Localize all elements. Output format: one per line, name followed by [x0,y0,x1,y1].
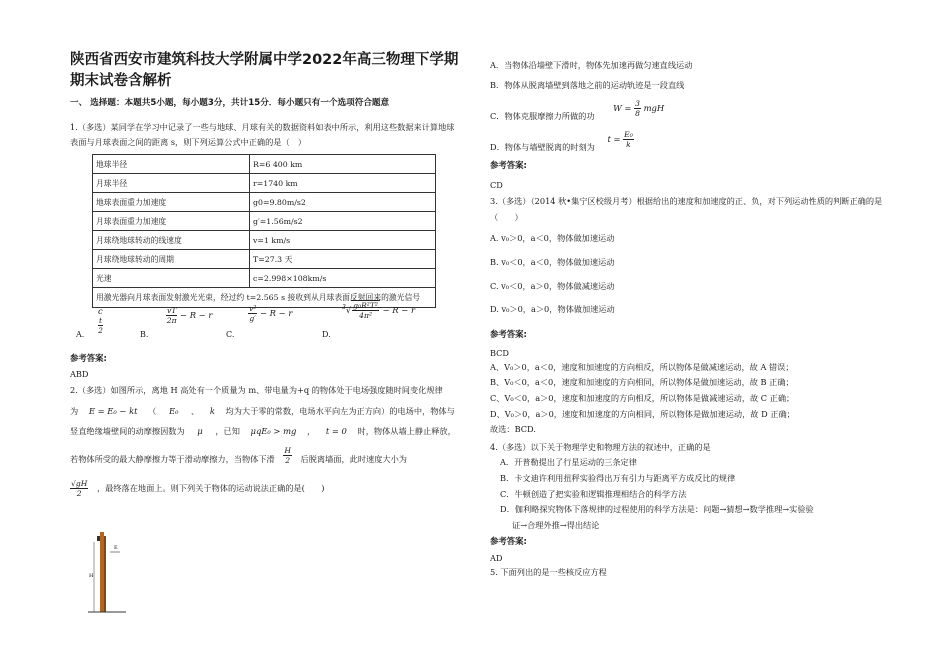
question-2-line-4: 若物体所受的最大静摩擦力等于滑动摩擦力，当物体下滑 $\frac{H}{2}$ 后脱离墙面，此时速度大小为 [70,445,407,465]
q2-option-b: B．物体从脱离墙壁到落地之前的运动轨迹是一段直线 [490,79,685,90]
answer-value: CD [490,180,503,191]
field-label: E [114,545,118,551]
q4-option-c: C．牛顿创造了把实验和逻辑推理相结合的科学方法 [500,488,687,499]
table-cell-value: R=6 400 km [250,155,436,174]
answer-label: 参考答案: [70,353,107,363]
q2-option-d: D．物体与墙壁脱离的时刻为 t = $\frac{\text{E₀}}{k}$ [490,130,633,153]
question-2-line-3: 竖直绝缘墙壁间的动摩擦因数为 μ ，已知 μqE₀ > mg ， t = 0 时，物体从墙上静止释放， [70,426,456,437]
q3-option-c: C. v₀＜0，a＞0，物体做减速运动 [490,280,615,291]
symbol-k: k [209,405,215,416]
question-3-stem: 3.（多选）（2014 秋•集宁区校级月考）根据给出的速度和加速度的正、负，对下列运动性质的判断正确的是（ ） [490,196,883,222]
field-formula: E = E₀ − kt [88,405,138,416]
wall [100,532,104,612]
table-cell-value: c=2.998×108km/s [250,269,436,288]
q4-option-d: D．伽利略探究物体下落规律的过程使用的科学方法是：问题→猜想→数学推理→实验验 [500,504,814,515]
table-row [93,231,436,250]
option-d-label: D. [322,330,331,339]
answer-value: BCD [490,347,509,358]
q3-explanation-c: C、V₀＜0，a＞0，速度和加速度的方向相反，所以物体是做减速运动，故 C 正确； [490,392,795,403]
block [97,536,100,541]
table-cell-value: r=1740 km [250,174,436,193]
height-label: H [89,573,94,579]
symbol-e0: E₀ [168,405,179,416]
table-cell-key: 光速 [93,269,250,288]
question-1-stem: 1.（多选）某同学在学习中记录了一些与地球、月球有关的数据资料如表中所示，利用这些数据来计算地球表面与月球表面之间的距离 s，则下列运算公式中正确的是（ ） [70,122,455,147]
wall-edge [104,536,106,612]
question-2-line-1: 2.（多选）如图所示，离地 H 高处有一个质量为 m、带电量为+q 的物体处于电场强度随时间变化规律 [70,385,443,395]
table-cell-laser: 用激光器向月球表面发射激光光束，经过约 t=2.565 s 接收到从月球表面反射回来的激光信号 [93,288,436,308]
option-c-formula: $\frac{\text{v²}}{g'}$ − R − r [249,304,293,323]
table-cell-key: 月球表面重力加速度 [93,212,250,231]
q3-explanation-b: B、V₀＜0，a＜0，速度和加速度的方向相同，所以物体是做加速运动，故 B 正确； [490,377,794,388]
table-row [93,155,436,174]
left-column [70,50,460,498]
table-row [93,250,436,269]
question-1-options [70,301,460,346]
symbol-mu: μ [197,426,203,437]
q3-option-a: A. v₀＞0，a＜0，物体做加速运动 [490,233,615,244]
table-cell-key: 月球绕地球转动的周期 [93,250,250,269]
right-column [490,58,890,581]
condition-formula: μqE₀ > mg [250,426,297,437]
question-5-stem: 5. 下面列出的是一些核反应方程 [490,567,607,578]
option-a-formula: c $\frac{t}{2}$ [98,306,103,335]
data-table [92,154,436,308]
table-cell-value: v=1 km/s [250,231,436,250]
q3-explanation-d: D、V₀＞0，a＞0，速度和加速度的方向相同，所以物体是做加速运动，故 D 正确； [490,408,795,419]
option-b-formula: $\frac{vT}{2\pi}$ − R − r [166,306,213,325]
velocity-formula: $\frac{√gH}{2}$ [71,478,88,498]
answer-value: AD [490,553,503,564]
answer-value: ABD [70,369,89,379]
table-cell-key: 地球半径 [93,155,250,174]
q4-option-a: A．开普勒提出了行星运动的三条定律 [500,457,637,468]
height-fraction: $\frac{H}{2}$ [284,445,291,465]
question-2-line-5: $\frac{√gH}{2}$ ，最终落在地面上。则下列关于物体的运动说法正确的是( ) [71,478,325,498]
time-formula: t = $\frac{\text{E₀}}{k}$ [607,130,633,150]
option-c-label: C. [226,330,235,339]
answer-label: 参考答案: [490,160,527,171]
table-row [93,269,436,288]
question-2-line-2: 为 E = E₀ − kt （ E₀ 、 k 均为大于零的常数，电场水平向左为正方向）的电场中，物体与 [70,405,455,416]
table-row [93,212,436,231]
page-title: 陕西省西安市建筑科技大学附属中学2022年高三物理下学期期末试卷含解析 [70,52,459,89]
q3-conclusion: 故选：BCD. [490,424,536,435]
answer-label: 参考答案: [490,328,527,339]
q4-option-d-cont: 证→合理外推→得出结论 [512,519,600,530]
option-b-label: B. [140,330,149,339]
table-cell-value: T=27.3 天 [250,250,436,269]
table-row [93,174,436,193]
q4-option-b: B．卡文迪许利用扭秤实验得出万有引力与距离平方成反比的规律 [500,472,736,483]
table-cell-key: 月球绕地球转动的线速度 [93,231,250,250]
section-heading: 一、 选择题：本题共5小题，每小题3分，共计15分．每小题只有一个选项符合题意 [70,98,390,108]
table-cell-value: g0=9.80m/s2 [250,193,436,212]
wall-figure [86,532,130,616]
table-cell-key: 月球半径 [93,174,250,193]
question-4-stem: 4.（多选）以下关于物理学史和物理方法的叙述中，正确的是 [490,441,711,452]
option-a-label: A. [76,330,85,339]
time-zero: t = 0 [325,426,347,437]
q3-explanation-a: A、V₀＞0，a＜0，速度和加速度的方向相反，所以物体是做减速运动，故 A 错误； [490,361,794,372]
table-row [93,193,436,212]
table-cell-key: 地球表面重力加速度 [93,193,250,212]
q2-option-a: A．当物体沿墙壁下滑时，物体先加速再做匀速直线运动 [490,60,693,70]
q3-option-d: D. v₀＞0，a＞0，物体做加速运动 [490,304,615,315]
q3-option-b: B. v₀＜0，a＜0，物体做加速运动 [490,256,615,267]
table-cell-value: g′=1.56m/s2 [250,212,436,231]
answer-label: 参考答案: [490,536,527,547]
q2-option-c: C．物体克服摩擦力所做的功 W = $\frac{3}{8}$ mgH [490,99,665,122]
work-formula: W = $\frac{3}{8}$ mgH [613,99,665,119]
option-d-formula: $^3$√ $\frac{\text{g₀R²T²}}{\text{4π²}}$ − R − r [342,301,415,320]
